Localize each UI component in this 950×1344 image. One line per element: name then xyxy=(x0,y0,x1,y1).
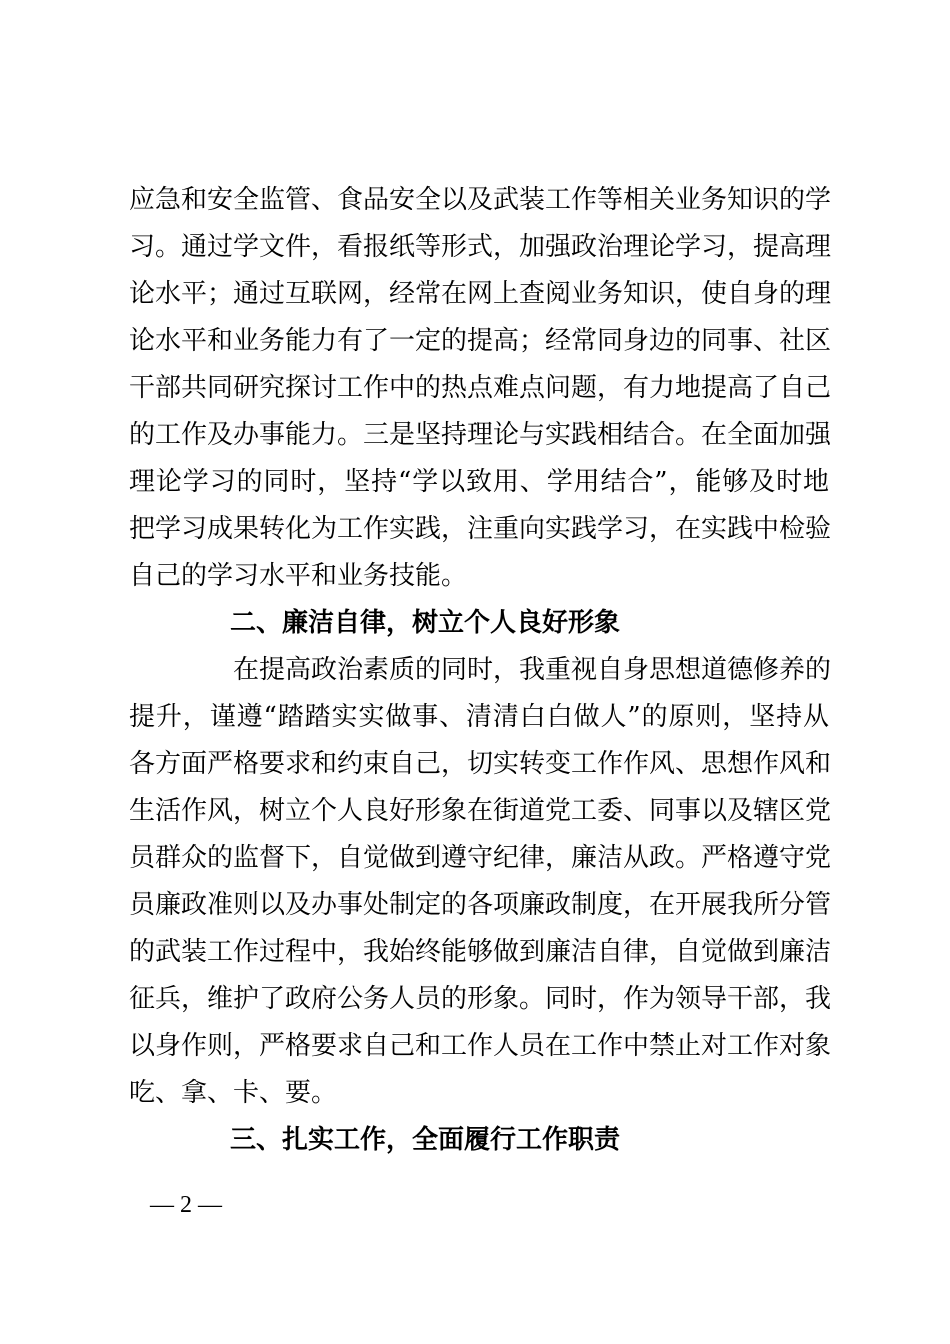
paragraph-2-line: 各方面严格要求和约束自己，切实转变工作作风、思想作风和 xyxy=(129,749,832,779)
paragraph-1-line: 的工作及办事能力。三是坚持理论与实践相结合。在全面加强 xyxy=(129,420,832,450)
paragraph-2-line: 生活作风，树立个人良好形象在街道党工委、同事以及辖区党 xyxy=(129,796,832,826)
paragraph-2-line: 以身作则，严格要求自己和工作人员在工作中禁止对工作对象 xyxy=(129,1031,832,1061)
paragraph-1-line: 论水平；通过互联网，经常在网上查阅业务知识，使自身的理 xyxy=(129,279,832,309)
section-heading-2: 二、廉洁自律，树立个人良好形象 xyxy=(230,608,621,638)
page-number: — 2 — xyxy=(150,1192,222,1218)
paragraph-2-line: 提升，谨遵“踏踏实实做事、清清白白做人”的原则，坚持从 xyxy=(129,702,829,732)
paragraph-2-line: 在提高政治素质的同时，我重视自身思想道德修养的 xyxy=(233,655,832,685)
paragraph-1-line: 理论学习的同时，坚持“学以致用、学用结合”，能够及时地 xyxy=(129,467,829,497)
paragraph-1-line: 应急和安全监管、食品安全以及武装工作等相关业务知识的学 xyxy=(129,185,832,215)
paragraph-2-line: 的武装工作过程中，我始终能够做到廉洁自律，自觉做到廉洁 xyxy=(129,937,832,967)
section-heading-3: 三、扎实工作，全面履行工作职责 xyxy=(230,1125,621,1155)
paragraph-2-line: 员群众的监督下，自觉做到遵守纪律，廉洁从政。严格遵守党 xyxy=(129,843,832,873)
paragraph-1-line: 论水平和业务能力有了一定的提高；经常同身边的同事、社区 xyxy=(129,326,832,356)
paragraph-1-line: 干部共同研究探讨工作中的热点难点问题，有力地提高了自己 xyxy=(129,373,832,403)
paragraph-1-line: 自己的学习水平和业务技能。 xyxy=(129,561,468,591)
paragraph-1-line: 把学习成果转化为工作实践，注重向实践学习，在实践中检验 xyxy=(129,514,832,544)
paragraph-1-line: 习。通过学文件，看报纸等形式，加强政治理论学习，提高理 xyxy=(129,232,832,262)
paragraph-2-line: 征兵，维护了政府公务人员的形象。同时，作为领导干部，我 xyxy=(129,984,832,1014)
paragraph-2-line: 员廉政准则以及办事处制定的各项廉政制度，在开展我所分管 xyxy=(129,890,832,920)
paragraph-2-line: 吃、拿、卡、要。 xyxy=(129,1078,338,1108)
